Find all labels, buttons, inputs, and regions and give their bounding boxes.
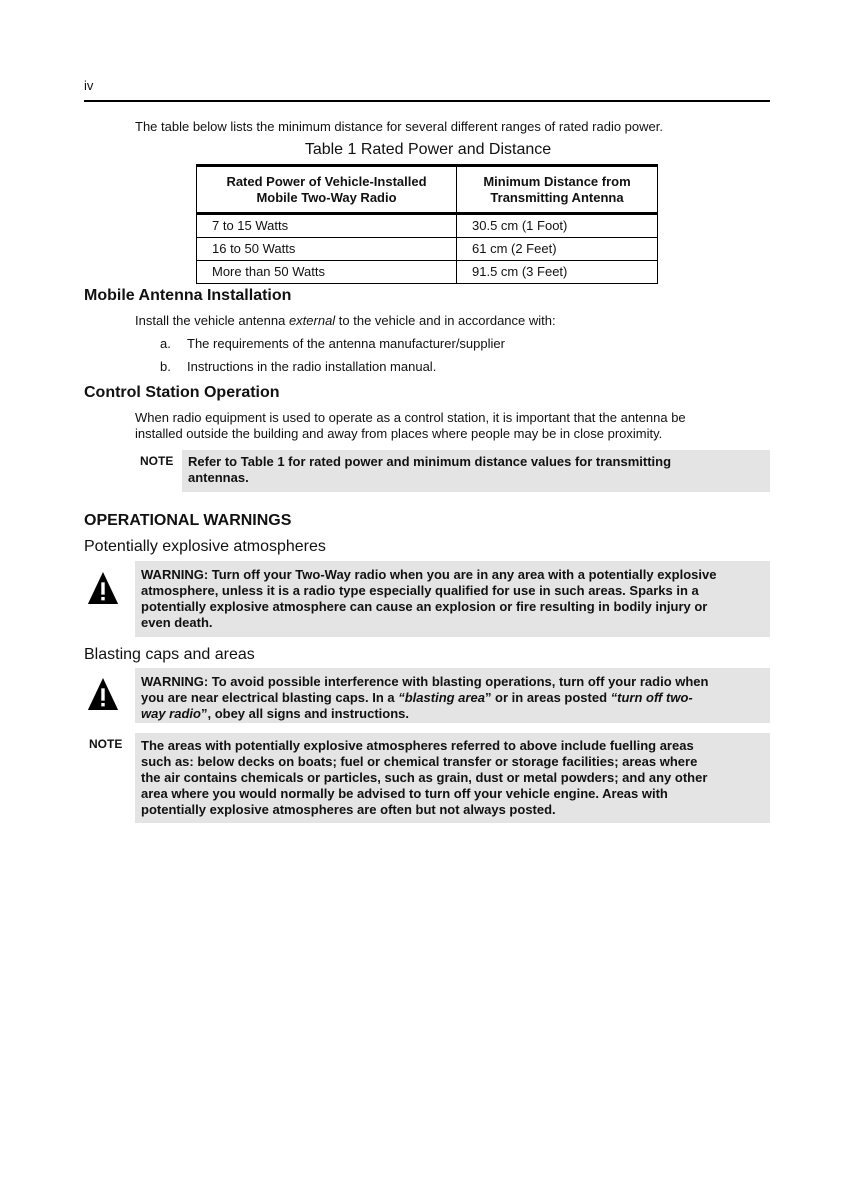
control-station-heading: Control Station Operation [84, 384, 280, 401]
blasting-warning-box [135, 668, 770, 723]
warning-triangle-icon [86, 677, 120, 711]
blasting-caps-heading: Blasting caps and areas [84, 646, 255, 663]
note-text: Refer to Table 1 for rated power and minimum distance values for transmitting antennas. [188, 454, 672, 485]
table-header-distance: Minimum Distance from Transmitting Antenna [457, 166, 658, 214]
table-cell: More than 50 Watts [197, 261, 457, 284]
control-station-paragraph: When radio equipment is used to operate as a control station, it is important that the antenna be installed outside the building and away from places where people may be in close proximity. [135, 410, 686, 441]
table-header-row [197, 166, 658, 214]
header-rule [84, 100, 770, 102]
list-item: b. Instructions in the radio installation manual. [160, 359, 437, 374]
warning-triangle-icon [86, 571, 120, 605]
list-item: a. The requirements of the antenna manufacturer/supplier [160, 336, 505, 351]
page-number: iv [84, 78, 94, 93]
table-row [197, 238, 658, 261]
explosive-warning-text: WARNING: Turn off your Two-Way radio when you are in any area with a potentially explosive atmosphere, unless it is a radio type especially qualified for use in such areas. Sparks in a potentially explosive atmosphere can cause an explosion or fire resulting in bodily injury or even death. [141, 567, 717, 630]
note-box [182, 450, 770, 492]
table-cell: 91.5 cm (3 Feet) [457, 261, 658, 284]
table-row [197, 261, 658, 284]
mobile-antenna-paragraph: Install the vehicle antenna external to the vehicle and in accordance with: [135, 313, 556, 328]
intro-paragraph: The table below lists the minimum distance for several different ranges of rated radio power. [135, 119, 663, 134]
operational-warnings-heading: OPERATIONAL WARNINGS [84, 512, 292, 529]
mobile-antenna-heading: Mobile Antenna Installation [84, 287, 292, 304]
table-cell: 7 to 15 Watts [197, 214, 457, 238]
rated-power-table [196, 164, 658, 284]
note-label: NOTE [140, 454, 174, 468]
table-cell: 30.5 cm (1 Foot) [457, 214, 658, 238]
explosive-note-box [135, 733, 770, 823]
explosive-warning-box [135, 561, 770, 637]
table-caption: Table 1 Rated Power and Distance [304, 141, 552, 158]
table-row [197, 214, 658, 238]
table-cell: 16 to 50 Watts [197, 238, 457, 261]
explosive-atmospheres-heading: Potentially explosive atmospheres [84, 538, 326, 555]
table-header-power: Rated Power of Vehicle-Installed Mobile Two-Way Radio [197, 166, 457, 214]
explosive-note-text: The areas with potentially explosive atmospheres referred to above include fuelling areas such as: below decks on boats; fuel or chemical transfer or storage facilities; areas where the air contains chemicals or particles, such as grain, dust or metal powders; and any other area where you would normally be advised to turn off your vehicle engine. Areas with potentially explosive atmospheres are often but not always posted. [141, 738, 708, 817]
blasting-warning-text: WARNING: To avoid possible interference with blasting operations, turn off your radio when you are near electrical blasting caps. In a “blasting area” or in areas posted “turn off two- way radio”, obey all signs and instructions. [141, 674, 709, 721]
note-label: NOTE [89, 737, 123, 751]
table-cell: 61 cm (2 Feet) [457, 238, 658, 261]
